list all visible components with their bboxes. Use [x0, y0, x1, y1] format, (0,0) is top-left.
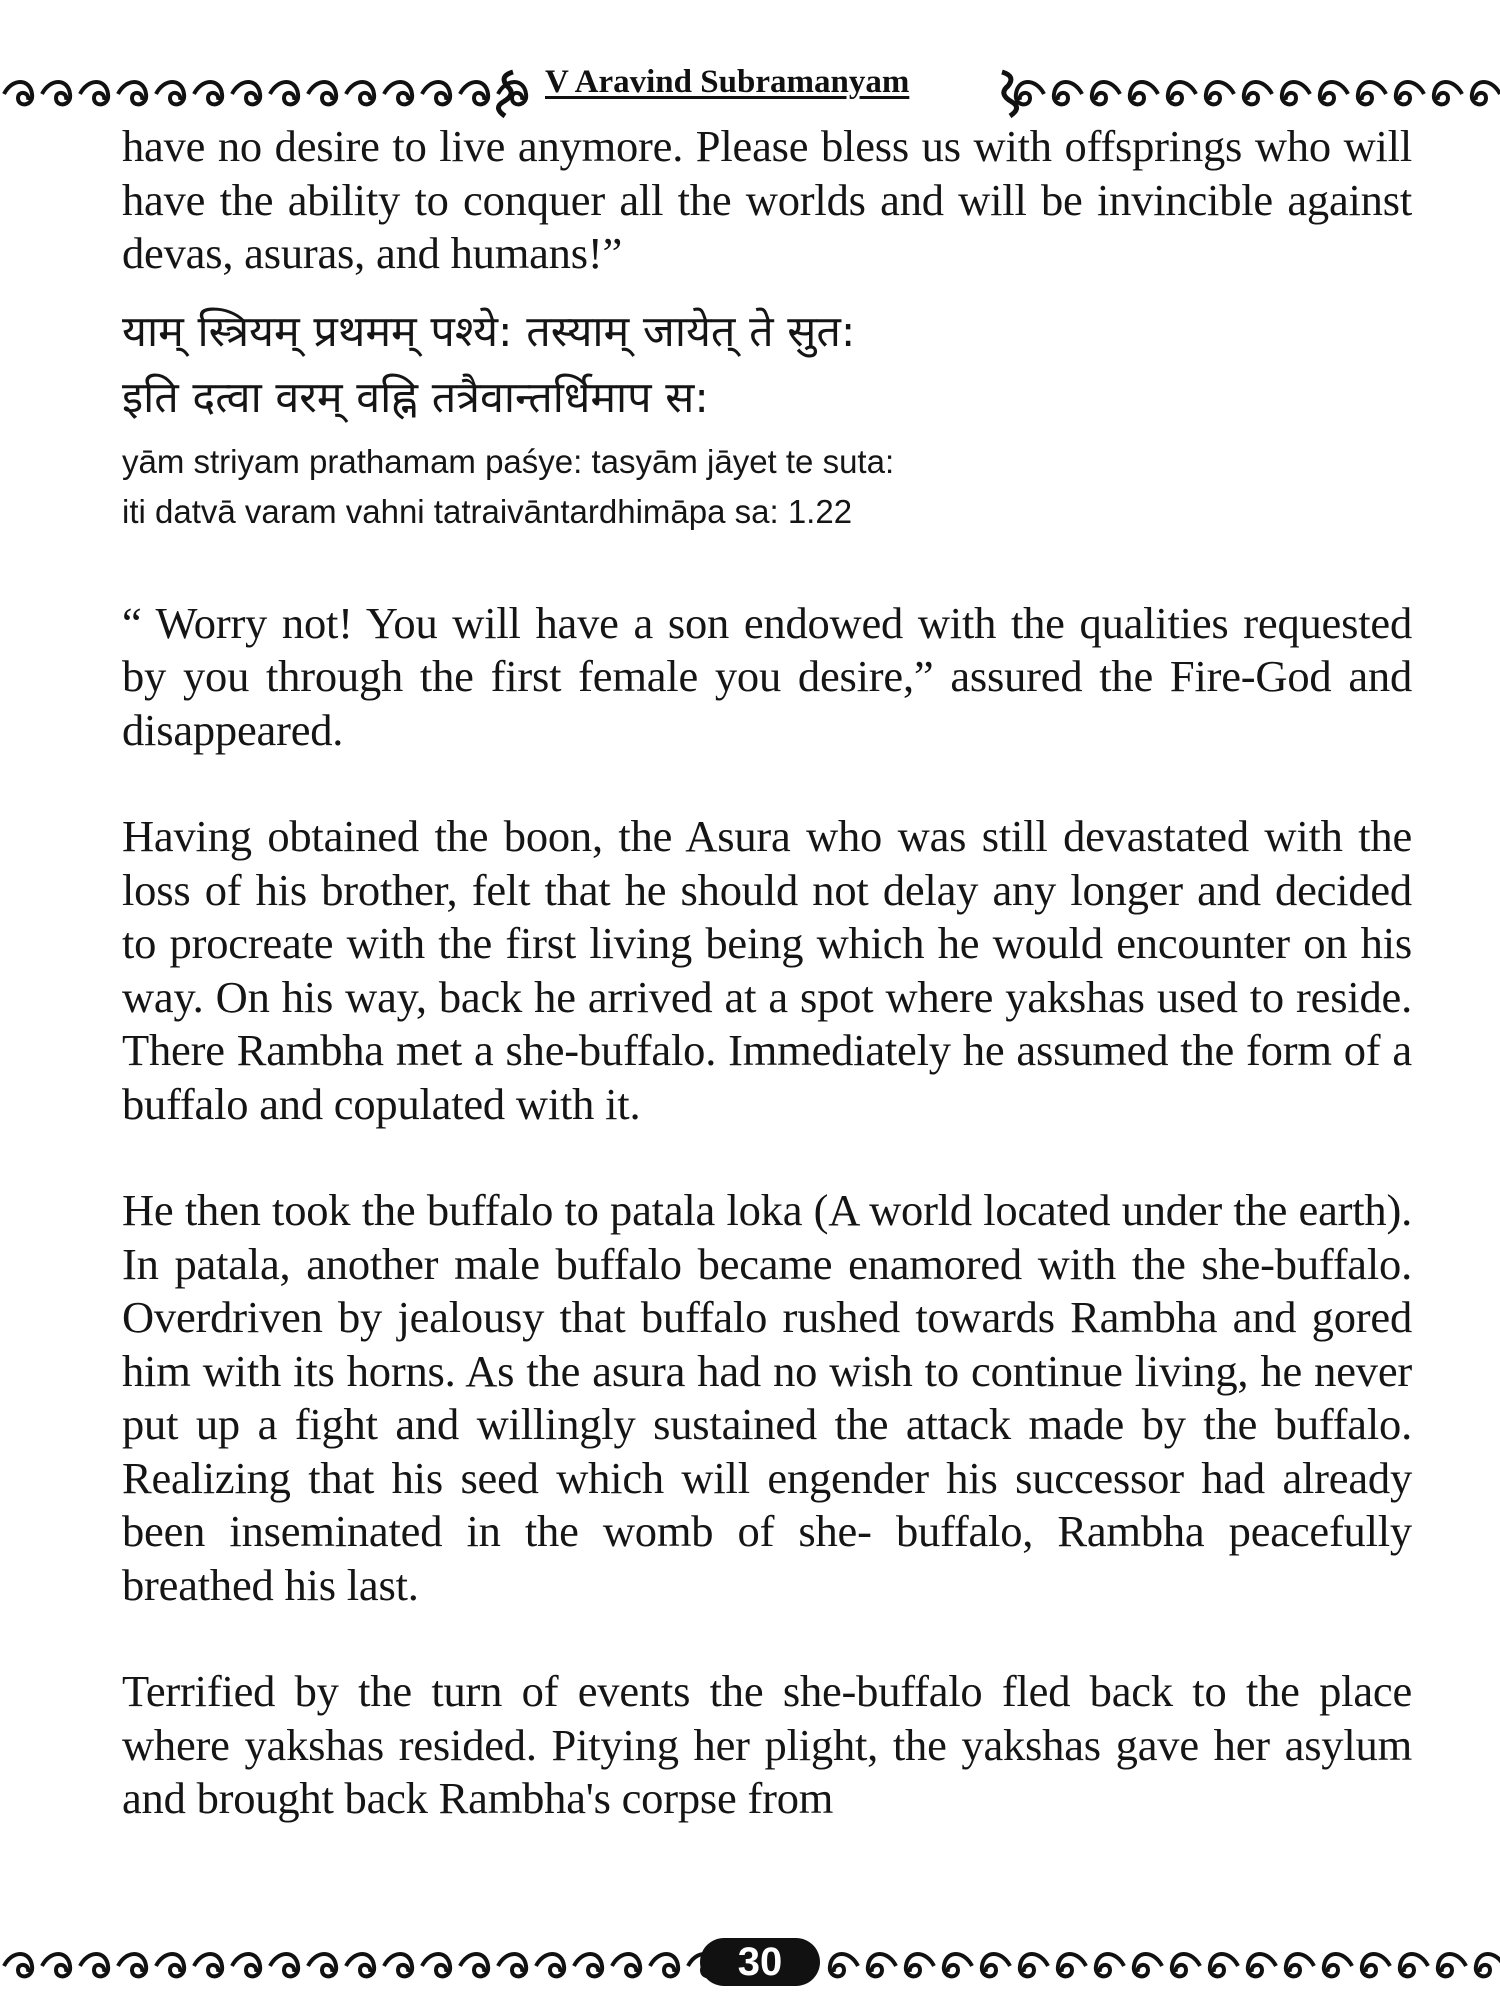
page-number-badge: 30: [700, 1938, 820, 1986]
sanskrit-verse: [122, 299, 1412, 537]
footer-left-loop-ornament: [42, 1954, 70, 1976]
header-left-loop-ornament: [422, 82, 450, 104]
header-right-loop-ornament: [1320, 82, 1348, 104]
header-right-loop-ornament: [1016, 82, 1044, 104]
transliteration-line-2: iti datvā varam vahni tatraivāntardhimāpa sa: 1.22: [122, 492, 853, 530]
footer-right-loop-ornament: [1058, 1954, 1086, 1976]
footer-right-loop-ornament: [1020, 1954, 1048, 1976]
page-footer: [0, 1934, 1500, 2000]
header-left-loop-ornament: [118, 82, 146, 104]
footer-left-loop-ornament: [650, 1954, 678, 1976]
footer-left-loop-ornament: [308, 1954, 336, 1976]
paragraph-procreate: Having obtained the boon, the Asura who was still devastated with the loss of his brother, felt that he should not delay any longer and decided to procreate with the first living being which he would encounter on his way. On his way, back he arrived at a spot where yakshas used to reside. There Rambha met a she-buffalo. Immediately he assumed the form of a buffalo and copulated with it.: [122, 811, 1412, 1129]
footer-right-loop-ornament: [1134, 1954, 1162, 1976]
footer-right-loop-ornament: [1286, 1954, 1314, 1976]
footer-left-loop-ornament: [232, 1954, 260, 1976]
footer-left-loop-ornament: [4, 1954, 32, 1976]
footer-left-loop-ornament: [346, 1954, 374, 1976]
header-left-loop-ornament: [384, 82, 412, 104]
page-header: [0, 58, 1500, 128]
page-body: [122, 120, 1412, 1826]
header-right-loop-ornament: [1282, 82, 1310, 104]
footer-right-loop-ornament: [944, 1954, 972, 1976]
footer-left-loop-ornament: [498, 1954, 526, 1976]
header-author-name: V Aravind Subramanyam: [545, 64, 910, 100]
paragraph-terrified: Terrified by the turn of events the she-buffalo fled back to the place where yakshas resided. Pitying her plight, the yakshas gave her asylum and brought back Rambha's corpse from: [122, 1666, 1412, 1823]
footer-right-loop-ornament: [1248, 1954, 1276, 1976]
footer-left-loop-ornament: [612, 1954, 640, 1976]
paragraph-opening: have no desire to live anymore. Please bless us with offsprings who will have the ability to conquer all the worlds and will be invincible against devas, asuras, and humans!”: [122, 121, 1412, 278]
header-right-loop-ornament: [1472, 82, 1500, 104]
header-left-loop-ornament: [156, 82, 184, 104]
header-right-loop-ornament: [1054, 82, 1082, 104]
footer-right-loop-ornament: [982, 1954, 1010, 1976]
header-right-loop-ornament: [1434, 82, 1462, 104]
header-right-loop-ornament: [1130, 82, 1158, 104]
header-right-loop-ornament: [1168, 82, 1196, 104]
sanskrit-verse-line-1: याम् स्त्रियम् प्रथमम् पश्ये: तस्याम् जायेत् ते सुत:: [122, 306, 856, 357]
footer-right-loop-ornament: [1438, 1954, 1466, 1976]
footer-right-loop-ornament: [1096, 1954, 1124, 1976]
footer-left-loop-ornament: [270, 1954, 298, 1976]
footer-left-loop-ornament: [422, 1954, 450, 1976]
header-right-loop-ornament: [1206, 82, 1234, 104]
footer-left-loop-ornament: [574, 1954, 602, 1976]
header-left-loop-ornament: [194, 82, 222, 104]
paragraph-boon: “ Worry not! You will have a son endowed with the qualities requested by you through the first female you desire,” assured the Fire-God and disappeared.: [122, 597, 1412, 755]
footer-left-loop-ornament: [460, 1954, 488, 1976]
header-right-loop-ornament: [1092, 82, 1120, 104]
header-left-loop-ornament: [232, 82, 260, 104]
footer-right-loop-ornament: [1362, 1954, 1390, 1976]
footer-left-loop-ornament: [156, 1954, 184, 1976]
footer-right-loop-ornament: [906, 1954, 934, 1976]
header-right-loop-ornament: [1358, 82, 1386, 104]
header-left-scroll-ornament: [498, 72, 513, 116]
footer-right-loop-ornament: [1400, 1954, 1428, 1976]
footer-left-loop-ornament: [384, 1954, 412, 1976]
header-left-loop-ornament: [270, 82, 298, 104]
paragraph-patala: He then took the buffalo to patala loka (A world located under the earth). In patala, another male buffalo became enamored with the she-buffalo. Overdriven by jealousy that buffalo rushed towards Rambha and gored him with its horns. As the asura had no wish to continue living, he never put up a fight and willingly sustained the attack made by the buffalo. Realizing that his seed which will engender his successor had already been inseminated in the womb of she- buffalo, Rambha peacefully breathed his last.: [122, 1185, 1412, 1610]
header-left-loop-ornament: [42, 82, 70, 104]
footer-right-loop-ornament: [1172, 1954, 1200, 1976]
header-left-loop-ornament: [4, 82, 32, 104]
footer-right-loop-ornament: [830, 1954, 858, 1976]
header-right-loop-ornament: [1396, 82, 1424, 104]
header-left-loop-ornament: [460, 82, 488, 104]
footer-left-loop-ornament: [80, 1954, 108, 1976]
footer-right-loop-ornament: [868, 1954, 896, 1976]
footer-left-loop-ornament: [118, 1954, 146, 1976]
transliteration-line-1: yām striyam prathamam paśye: tasyām jāyet te suta:: [122, 442, 895, 480]
header-left-loop-ornament: [346, 82, 374, 104]
sanskrit-verse-line-2: इति दत्वा वरम् वह्नि तत्रैवान्तर्धिमाप स:: [122, 372, 709, 423]
footer-right-loop-ornament: [1324, 1954, 1352, 1976]
footer-right-loop-ornament: [1210, 1954, 1238, 1976]
header-left-loop-ornament: [80, 82, 108, 104]
footer-left-loop-ornament: [194, 1954, 222, 1976]
header-left-loop-ornament: [308, 82, 336, 104]
footer-right-loop-ornament: [1476, 1954, 1500, 1976]
header-right-loop-ornament: [1244, 82, 1272, 104]
footer-left-loop-ornament: [536, 1954, 564, 1976]
